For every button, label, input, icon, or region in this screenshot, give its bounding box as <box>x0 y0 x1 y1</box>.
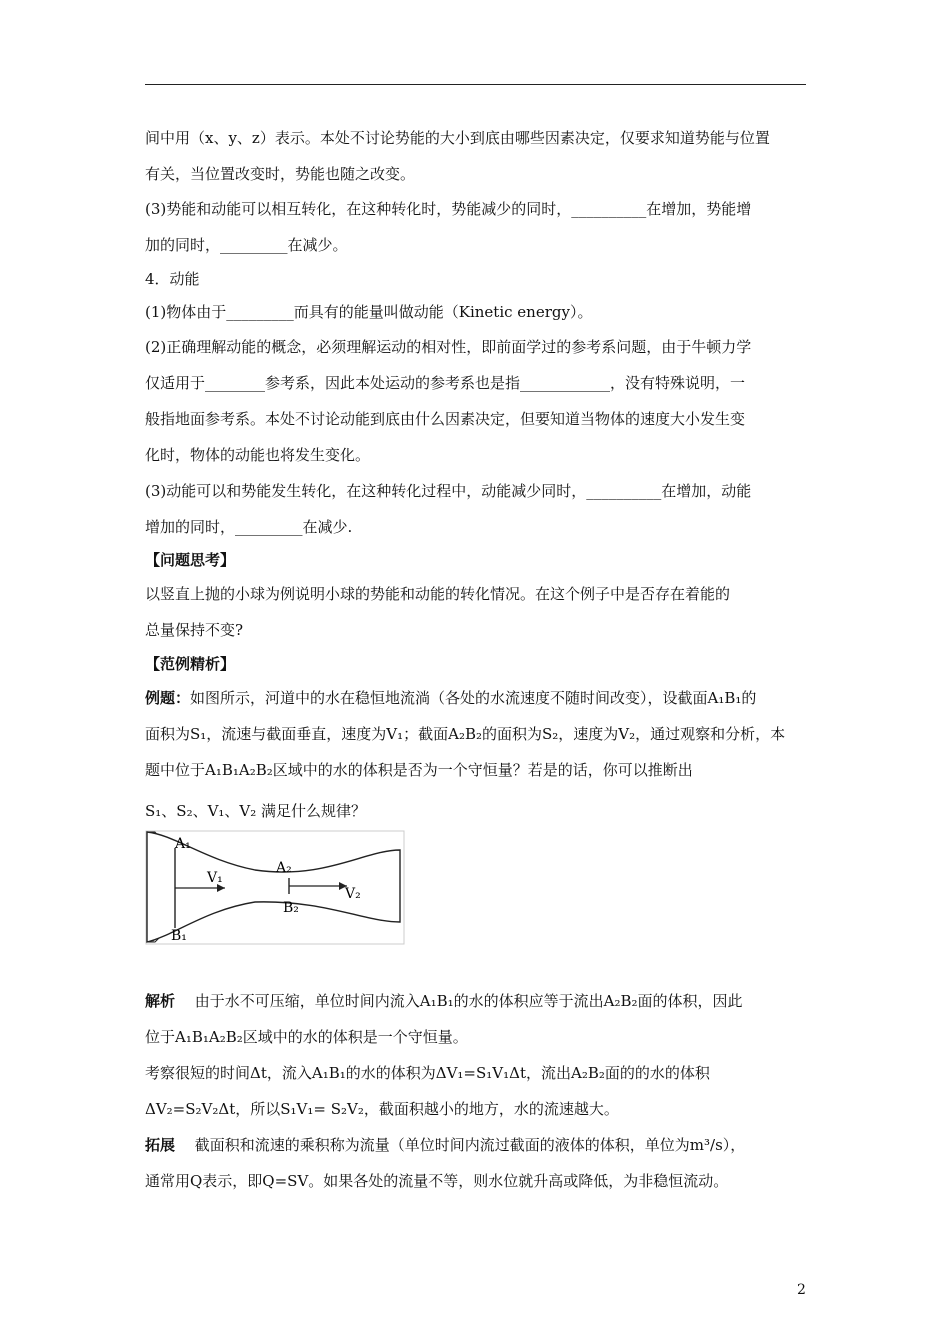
text-line: 化时，物体的动能也将发生变化。 <box>145 446 371 464</box>
example-line: 例题：如图所示，河道中的水在稳恒地流淌（各处的水流速度不随时间改变），设截面A₁B₁的 <box>145 689 757 707</box>
text-line: (3)动能可以和势能发生转化，在这种转化过程中，动能减少同时，__________在增加，动能 <box>145 482 752 500</box>
extension-line: 通常用Q表示，即Q=SV。如果各处的流量不等，则水位就升高或降低，为非稳恒流动。 <box>145 1172 729 1190</box>
label-b1: B₁ <box>171 928 187 944</box>
label-b2: B₂ <box>283 900 299 916</box>
solution-line: 考察很短的时间Δt，流入A₁B₁的水的体积为ΔV₁=S₁V₁Δt，流出A₂B₂面的的水的体积 <box>145 1064 710 1082</box>
label-a2: A₂ <box>276 860 292 876</box>
example-line: S₁、S₂、V₁、V₂ 满足什么规律？ <box>145 802 367 820</box>
text-line: 仅适用于________参考系，因此本处运动的参考系也是指____________，没有特殊说明，一 <box>145 374 746 392</box>
section-heading: 【范例精析】 <box>145 655 236 673</box>
example-line: 题中位于A₁B₁A₂B₂区域中的水的体积是否为一个守恒量？若是的话，你可以推断出 <box>145 761 693 779</box>
text-line: 以竖直上抛的小球为例说明小球的势能和动能的转化情况。在这个例子中是否存在着能的 <box>145 585 731 603</box>
example-line: 面积为S₁，流速与截面垂直，速度为V₁；截面A₂B₂的面积为S₂，速度为V₂，通过观察和分析，本 <box>145 725 786 743</box>
text-line: (1)物体由于_________而具有的能量叫做动能（Kinetic energy）。 <box>145 303 593 321</box>
text-line: (3)势能和动能可以相互转化，在这种转化时，势能减少的同时，__________在增加，势能增 <box>145 200 752 218</box>
river-channel-figure <box>145 830 405 945</box>
header-rule <box>145 84 806 85</box>
section-heading: 4．动能 <box>145 270 200 288</box>
label-v2: V₂ <box>345 886 361 902</box>
text-line: 有关，当位置改变时，势能也随之改变。 <box>145 165 416 183</box>
section-heading: 【问题思考】 <box>145 551 236 569</box>
text-line: 般指地面参考系。本处不讨论动能到底由什么因素决定，但要知道当物体的速度大小发生变 <box>145 410 746 428</box>
solution-line: ΔV₂=S₂V₂Δt，所以S₁V₁= S₂V₂，截面积越小的地方，水的流速越大。 <box>145 1100 619 1118</box>
solution-line: 位于A₁B₁A₂B₂区域中的水的体积是一个守恒量。 <box>145 1028 468 1046</box>
text-line: (2)正确理解动能的概念，必须理解运动的相对性，即前面学过的参考系问题，由于牛顿力学 <box>145 338 752 356</box>
text-line: 总量保持不变? <box>145 621 244 639</box>
label-a1: A₁ <box>175 836 191 852</box>
text-line: 间中用（x、y、z）表示。本处不讨论势能的大小到底由哪些因素决定，仅要求知道势能与位置 <box>145 129 770 147</box>
label-v1: V₁ <box>207 870 223 886</box>
text-line: 增加的同时，_________在减少. <box>145 518 353 536</box>
text-line: 加的同时，_________在减少。 <box>145 236 348 254</box>
solution-line: 解析 由于水不可压缩，单位时间内流入A₁B₁的水的体积应等于流出A₂B₂面的体积，因此 <box>145 992 743 1010</box>
extension-line: 拓展 截面积和流速的乘积称为流量（单位时间内流过截面的液体的体积，单位为m³/s）， <box>145 1136 746 1154</box>
page-number: 2 <box>797 1282 806 1298</box>
